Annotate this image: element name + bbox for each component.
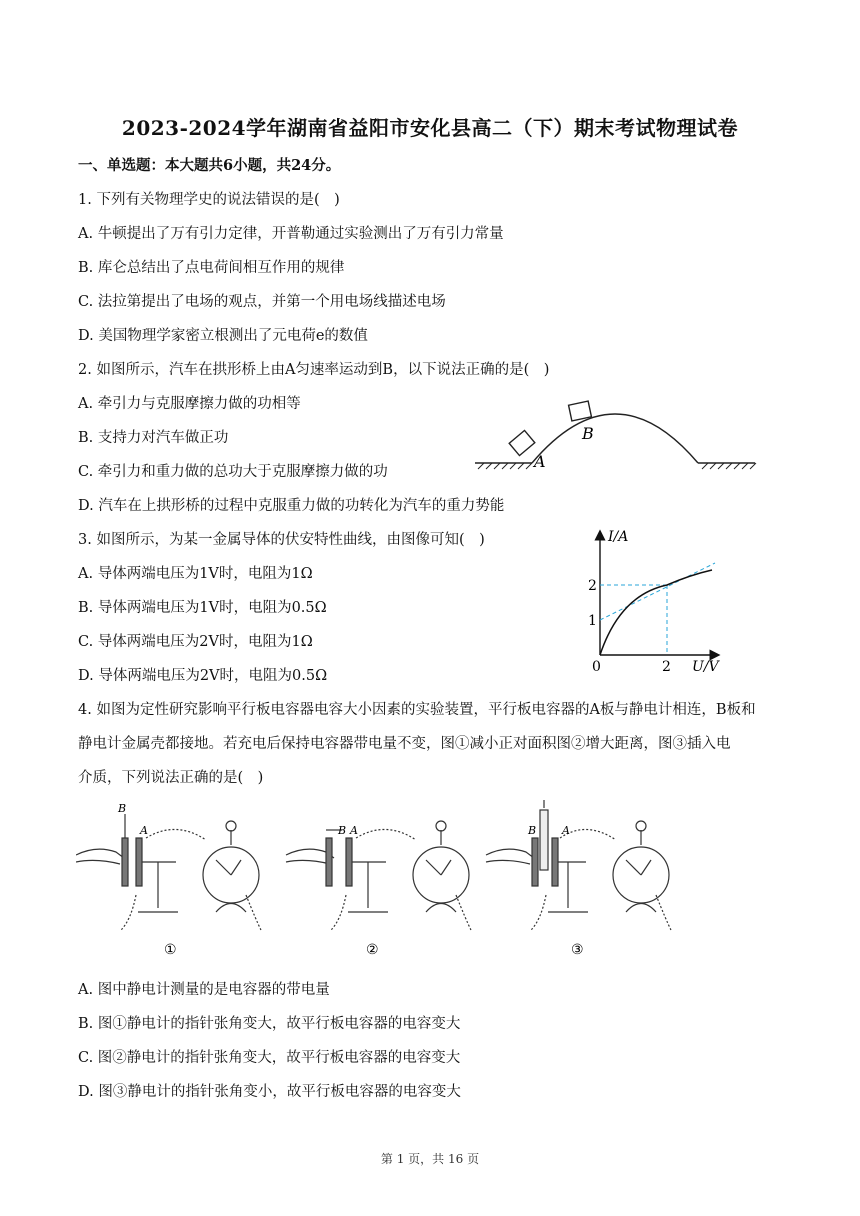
y-axis-label: I/A [608,529,629,545]
y-tick-1: 1 [588,613,597,629]
iu-graph [580,525,730,675]
arch-bridge-figure [470,395,760,485]
q4-stem-line3: 介质，下列说法正确的是( ) [78,770,264,786]
q4-option-c: C. 图②静电计的指针张角变大，故平行板电容器的电容变大 [78,1050,461,1066]
q2-option-d: D. 汽车在上拱形桥的过程中克服重力做的功转化为汽车的重力势能 [78,498,505,514]
q2-stem: 2. 如图所示，汽车在拱形桥上由A匀速率运动到B，以下说法正确的是( ) [78,362,550,378]
apparatus-2 [286,821,471,930]
apparatus-3 [486,800,671,930]
q3-option-b: B. 导体两端电压为1V时，电阻为0.5Ω [78,600,327,616]
capacitor-figures [76,800,676,965]
q3-stem: 3. 如图所示，为某一金属导体的伏安特性曲线，由图像可知( ) [78,532,485,548]
x-tick-2: 2 [662,659,671,675]
fig-label-1: ① [164,942,177,958]
plate-a-label-1: A [140,824,148,837]
q3-option-d: D. 导体两端电压为2V时，电阻为0.5Ω [78,668,328,684]
q1-option-a: A. 牛顿提出了万有引力定律，开普勒通过实验测出了万有引力常量 [78,226,504,242]
y-tick-2: 2 [588,578,597,594]
q2-option-c: C. 牵引力和重力做的总功大于克服摩擦力做的功 [78,464,388,480]
q4-stem-line1: 4. 如图为定性研究影响平行板电容器电容大小因素的实验装置，平行板电容器的A板与静电计相连，B板和 [78,702,756,718]
fig-label-3: ③ [571,942,584,958]
plate-a-label-2: A [350,824,358,837]
q4-stem-line2: 静电计金属壳都接地。若充电后保持电容器带电量不变，图①减小正对面积图②增大距离，图③插入电 [78,736,731,752]
x-axis-label: U/V [692,659,719,675]
section-heading: 一、单选题：本大题共6小题，共24分。 [78,157,341,174]
q1-option-b: B. 库仑总结出了点电荷间相互作用的规律 [78,260,345,276]
label-b: B [582,424,594,443]
q1-stem: 1. 下列有关物理学史的说法错误的是( ) [78,192,340,208]
car-a-block [509,430,535,455]
origin-label: 0 [592,659,601,675]
q1-option-d: D. 美国物理学家密立根测出了元电荷e的数值 [78,328,368,344]
label-a: A [534,452,546,471]
page-title: 2023-2024学年湖南省益阳市安化县高二（下）期末考试物理试卷 [121,116,739,140]
q3-option-c: C. 导体两端电压为2V时，电阻为1Ω [78,634,313,650]
car-b-block [569,401,592,421]
page-footer: 第 1 页，共 16 页 [380,1152,480,1166]
q4-option-b: B. 图①静电计的指针张角变大，故平行板电容器的电容变大 [78,1016,461,1032]
plate-a-label-3: A [562,824,570,837]
q2-option-b: B. 支持力对汽车做正功 [78,430,229,446]
plate-b-label-3: B [528,824,537,837]
q1-option-c: C. 法拉第提出了电场的观点，并第一个用电场线描述电场 [78,294,446,310]
fig-label-2: ② [366,942,379,958]
q4-option-d: D. 图③静电计的指针张角变小，故平行板电容器的电容变大 [78,1084,461,1100]
plate-b-label-2: B [338,824,347,837]
q3-option-a: A. 导体两端电压为1V时，电阻为1Ω [78,566,313,582]
plate-b-label-1: B [118,802,127,815]
q4-option-a: A. 图中静电计测量的是电容器的带电量 [78,982,330,998]
apparatus-1 [76,814,261,930]
q2-option-a: A. 牵引力与克服摩擦力做的功相等 [78,396,301,412]
